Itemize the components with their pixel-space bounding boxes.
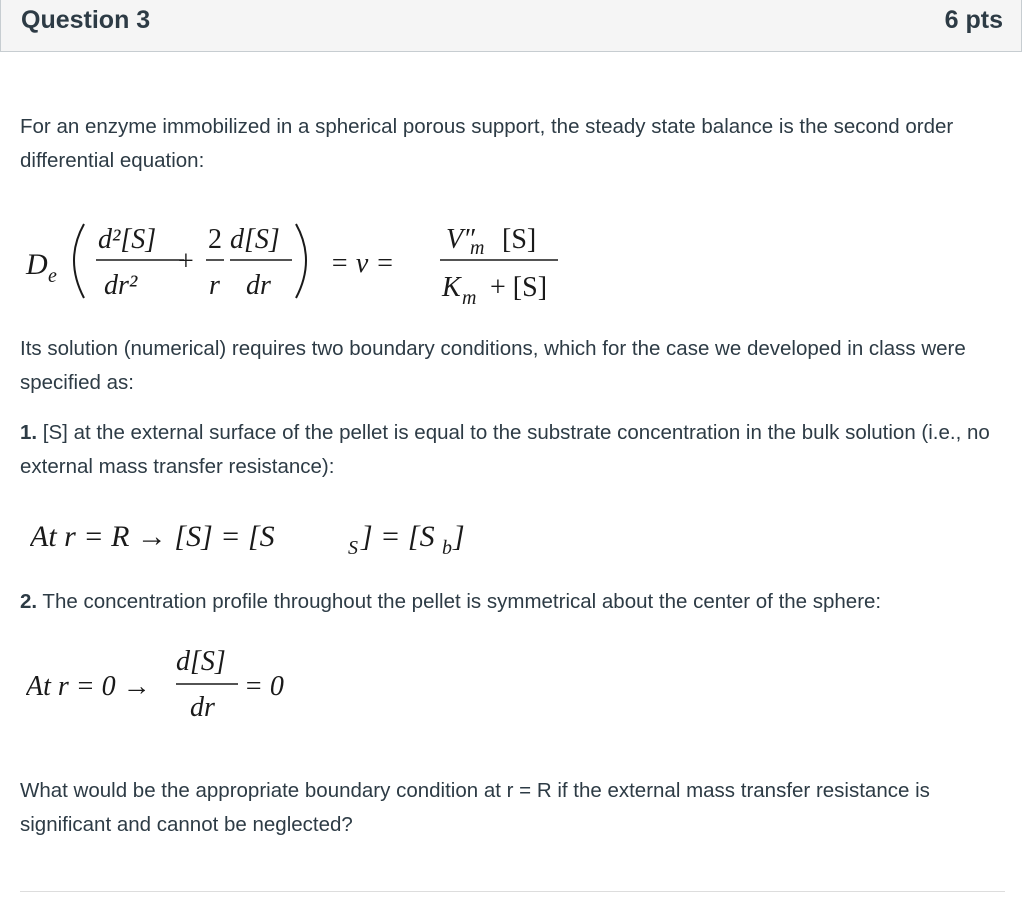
eq-plus: + <box>178 246 194 277</box>
eq-frac3-den: dr <box>246 270 271 301</box>
condition2-paragraph <box>20 585 1010 619</box>
eq-D: D <box>26 248 48 281</box>
eq-rhs-den-rest: + [S] <box>490 272 548 303</box>
condition1-text: [S] at the external surface of the pellet is equal to the substrate concentration in the bulk solution (i.e., no external mass transfer resistance): <box>20 421 990 478</box>
eq-frac2-num: 2 <box>208 224 222 255</box>
bc2-equation <box>26 640 326 730</box>
main-equation <box>18 210 578 310</box>
bc1-text: At r = R → [S] = [S <box>30 520 275 553</box>
bc2-frac-num: d[S] <box>176 646 226 677</box>
eq-rhs-den-sub: m <box>462 287 477 309</box>
condition2-number: 2. <box>20 590 38 613</box>
eq-frac3-num: d[S] <box>230 224 280 255</box>
eq-frac1-num: d²[S] <box>98 224 157 255</box>
question-header <box>0 0 1022 52</box>
eq-rhs-num-sub: m <box>470 237 485 259</box>
eq-frac2-den: r <box>209 270 220 301</box>
condition2-text: The concentration profile throughout the pellet is symmetrical about the center of the sphere: <box>37 590 882 613</box>
bc1-end: ] <box>453 520 465 553</box>
divider <box>20 891 1005 892</box>
condition1-number: 1. <box>20 421 38 444</box>
question-title: Question 3 <box>21 6 151 34</box>
bc2-frac-den: dr <box>190 692 215 723</box>
eq-frac1-den: dr² <box>104 270 138 301</box>
eq-rhs-num: V″ <box>446 224 475 255</box>
condition1-paragraph <box>20 416 1010 484</box>
question-points: 6 pts <box>944 6 1003 34</box>
bc1-sub1: S <box>348 537 358 559</box>
right-paren <box>296 224 306 298</box>
eq-equals-v: = v = <box>330 248 395 279</box>
solution-paragraph: Its solution (numerical) requires two boundary conditions, which for the case we developed in class were specified as: <box>20 337 966 394</box>
bc1-sub2: b <box>442 537 452 559</box>
eq-D-sub: e <box>48 265 57 287</box>
left-paren <box>74 224 84 298</box>
bc2-prefix: At r = 0 → <box>26 671 151 702</box>
intro-paragraph: For an enzyme immobilized in a spherical porous support, the steady state balance is the second order differential equation: <box>20 115 954 172</box>
bc1-mid: ] = [S <box>361 520 435 553</box>
bc2-suffix: = 0 <box>244 671 284 702</box>
eq-rhs-num-rest: [S] <box>502 224 537 255</box>
bc1-equation <box>30 510 480 560</box>
question-paragraph: What would be the appropriate boundary condition at r = R if the external mass transfer resistance is significant and cannot be neglected? <box>20 779 930 836</box>
eq-rhs-den: K <box>442 272 461 303</box>
